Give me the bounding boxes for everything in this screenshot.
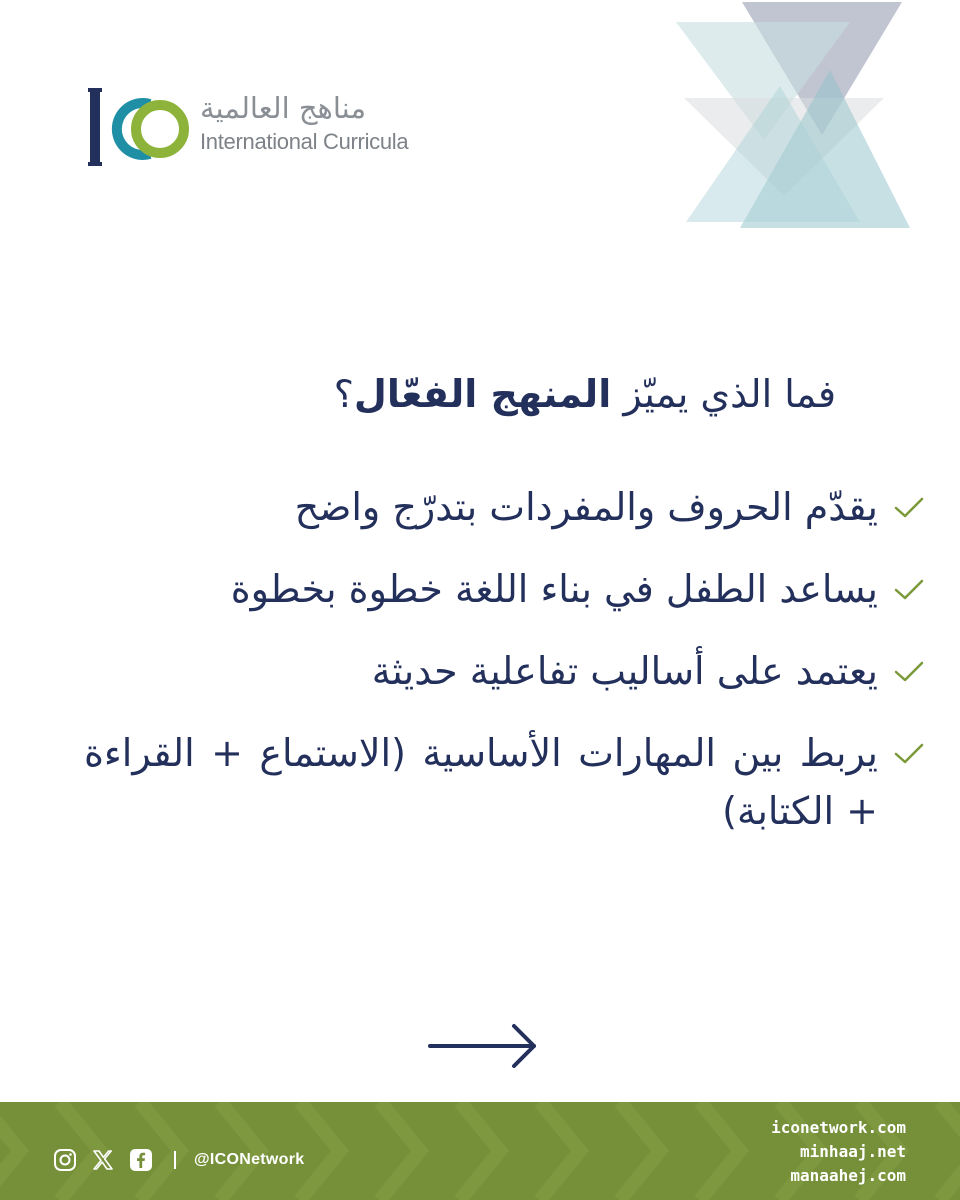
- website-link[interactable]: iconetwork.com: [771, 1118, 906, 1137]
- brand-logo: [88, 84, 418, 174]
- decorative-triangles: [670, 0, 960, 240]
- list-item-text: يقدّم الحروف والمفردات بتدرّج واضح: [294, 485, 878, 529]
- social-divider: [174, 1151, 176, 1169]
- facebook-icon[interactable]: [128, 1147, 154, 1173]
- website-link[interactable]: minhaaj.net: [800, 1142, 906, 1161]
- heading-prefix: فما الذي يميّز: [611, 372, 836, 416]
- list-item: [84, 478, 924, 538]
- ico-logo-mark: [88, 84, 198, 174]
- website-links: [771, 1116, 906, 1188]
- website-link[interactable]: manaahej.com: [790, 1166, 906, 1185]
- logo-english-name: International Curricula: [200, 129, 409, 154]
- heading-highlight: المنهج الفعّال: [353, 372, 612, 416]
- logo-text: [200, 90, 415, 156]
- list-item-text: يعتمد على أساليب تفاعلية حديثة: [371, 649, 878, 693]
- social-links: [52, 1145, 304, 1175]
- heading-suffix: ؟: [333, 372, 354, 416]
- logo-arabic-name: مناهج العالمية: [200, 91, 366, 125]
- arrow-right-icon[interactable]: [426, 1016, 542, 1076]
- page-heading: [216, 366, 836, 422]
- check-icon: [880, 724, 924, 784]
- list-item-text: يربط بين المهارات الأساسية (الاستماع + القراءة + الكتابة): [84, 731, 878, 833]
- list-item: [84, 724, 924, 840]
- check-icon: [880, 642, 924, 702]
- list-item-text: يساعد الطفل في بناء اللغة خطوة بخطوة: [230, 567, 878, 611]
- check-icon: [880, 560, 924, 620]
- social-handle[interactable]: @ICONetwork: [194, 1151, 305, 1168]
- instagram-icon[interactable]: [52, 1147, 78, 1173]
- check-icon: [880, 478, 924, 538]
- list-item: [84, 560, 924, 620]
- x-icon[interactable]: [90, 1147, 116, 1173]
- list-item: [84, 642, 924, 702]
- features-list: [84, 478, 924, 862]
